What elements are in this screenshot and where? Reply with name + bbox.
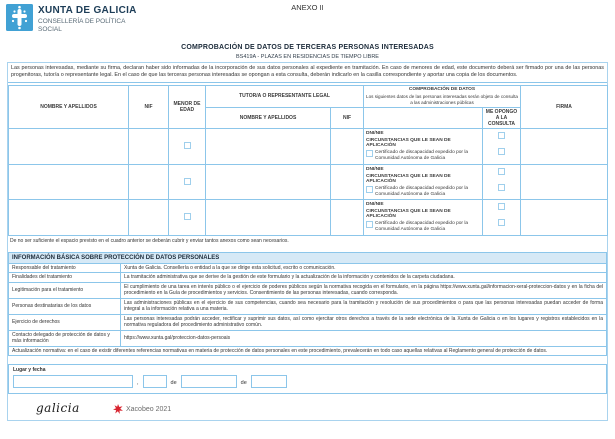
place-input[interactable] [13, 375, 133, 388]
de-separator: de [170, 380, 177, 387]
firma-field[interactable] [521, 200, 608, 236]
title-block [0, 44, 615, 60]
comprobacion-cell [364, 129, 483, 165]
firma-field[interactable] [521, 129, 608, 165]
protection-row-value: https://www.xunta.gal/proteccion-datos-persoais [121, 330, 607, 346]
dni-nie-label: DNI/NIE [366, 202, 384, 208]
de-separator: de [240, 380, 247, 387]
protection-row-label: Ejercicio de derechos [9, 314, 121, 330]
intro-paragraph: Las personas interesadas, mediante su firma, declaran haber sido informadas de la incorporación de sus datos personales al expediente en tramitación. En caso de menores de edad, este documento deberá ser firmado por una de las personas progenitoras, tutor/a o representante legal. En el caso de que las terceras personas interesadas se opongan a esta consulta, deberán indicarlo en la casilla correspondiente y aportar una copia de los documentos. [8, 63, 607, 83]
table-row [9, 346, 607, 356]
table-row [9, 298, 607, 314]
nif-field[interactable] [129, 200, 169, 236]
content-frame [7, 62, 608, 421]
col-header-nombre: NOMBRE Y APELLIDOS [9, 85, 129, 129]
protection-row-label: Personas destinatarias de los datos [9, 298, 121, 314]
col-header-nif: NIF [129, 85, 169, 129]
menor-edad-checkbox[interactable] [184, 142, 191, 149]
normative-update-note: Actualización normativa: en el caso de existir diferentes referencias normativas en materia de protección de datos personales en este procedimiento, prevalecerán en todo caso aquellas relativas al Reglamento general de protección de datos. [9, 346, 607, 356]
nif-field[interactable] [129, 164, 169, 200]
tutor-nif-field[interactable] [331, 129, 364, 165]
comma-separator: , [137, 380, 139, 387]
protection-row-label: Finalidades del tratamiento [9, 273, 121, 283]
comprobacion-cell [364, 164, 483, 200]
annex-label: ANEXO II [291, 3, 324, 12]
comprobacion-title: COMPROBACIÓN DE DATOS [408, 87, 476, 93]
data-protection-table [8, 263, 607, 357]
galicia-logo: galicia [36, 401, 80, 415]
xacobeo-block [113, 404, 171, 414]
page-footer [8, 398, 607, 420]
col-header-tutor-nombre: NOMBRE Y APELLIDOS [206, 107, 331, 129]
nombre-field[interactable] [9, 129, 129, 165]
table-row [9, 330, 607, 346]
comprobacion-subtitle: Los siguientes datos de las personas interesadas serán objeto de consulta a las administraciones públicas [366, 94, 518, 105]
place-date-label: Lugar y fecha [13, 367, 46, 374]
dni-nie-label: DNI/NIE [366, 131, 384, 137]
menor-edad-checkbox[interactable] [184, 178, 191, 185]
col-header-me-opongo: ME OPONGO A LA CONSULTA [483, 107, 521, 129]
opongo-certificado-checkbox[interactable] [498, 148, 505, 155]
month-input[interactable] [181, 375, 237, 388]
year-input[interactable] [251, 375, 287, 388]
table-row [9, 263, 607, 273]
comprobacion-cell [364, 200, 483, 236]
opongo-dni-checkbox[interactable] [498, 132, 505, 139]
certificado-checkbox[interactable] [366, 186, 373, 193]
data-protection-title: INFORMACIÓN BÁSICA SOBRE PROTECCIÓN DE DATOS PERSONALES [8, 252, 607, 263]
tutor-nombre-field[interactable] [206, 164, 331, 200]
tutor-nombre-field[interactable] [206, 200, 331, 236]
protection-row-label: Contacto delegado de protección de datos y más información [9, 330, 121, 346]
circunstancias-label: CIRCUNSTANCIAS QUE LE SEAN DE APLICACIÓN [366, 138, 451, 149]
interested-persons-table [8, 85, 608, 236]
col-header-comprobacion [364, 85, 521, 107]
col-header-menor-edad: MENOR DE EDAD [169, 85, 206, 129]
xacobeo-icon [113, 404, 123, 414]
protection-row-value: Las administraciones públicas en el ejercicio de sus competencias, cuando sea necesario para la tramitación y resolución de sus procedimientos o para que las personas interesadas puedan acceder de forma integral a la información relativa a una materia. [121, 298, 607, 314]
protection-row-label: Legitimación para el tratamiento [9, 282, 121, 298]
nombre-field[interactable] [9, 200, 129, 236]
col-header-tutor-nif: NIF [331, 107, 364, 129]
table-row [9, 282, 607, 298]
form-code-subtitle: BS419A - PLAZAS EN RESIDENCIAS DE TIEMPO LIBRE [236, 54, 379, 60]
table-row [9, 164, 608, 200]
opongo-certificado-checkbox[interactable] [498, 219, 505, 226]
certificado-label: Certificado de discapacidad expedido por la Comunidad Autónoma de Galicia [375, 150, 469, 162]
table-row [9, 200, 608, 236]
protection-row-value: Las personas interesadas podrán acceder, rectificar y suprimir sus datos, así como ejercitar otros derechos a través de la sede electrónica de la Xunta de Galicia o en los lugares y registros establecidos en la normativa reguladora del procedimiento administrativo común. [121, 314, 607, 330]
tutor-nif-field[interactable] [331, 164, 364, 200]
protection-row-value: La tramitación administrativa que se derive de la gestión de este formulario y la actualización de la información y contenidos de la carpeta ciudadana. [121, 273, 607, 283]
col-header-tutor: TUTOR/A O REPRESENTANTE LEGAL [206, 85, 364, 107]
col-header-firma: FIRMA [521, 85, 608, 129]
opongo-dni-checkbox[interactable] [498, 203, 505, 210]
circunstancias-label: CIRCUNSTANCIAS QUE LE SEAN DE APLICACIÓN [366, 209, 451, 220]
form-title: COMPROBACIÓN DE DATOS DE TERCERAS PERSONAS INTERESADAS [181, 44, 434, 51]
place-and-date-section [8, 364, 607, 394]
nombre-field[interactable] [9, 164, 129, 200]
table-row [9, 314, 607, 330]
dni-nie-label: DNI/NIE [366, 166, 384, 172]
comprobacion-spacer [364, 107, 483, 129]
protection-row-value: Xunta de Galicia. Consellería o entidad a la que se dirige esta solicitud, escrito o comunicación. [121, 263, 607, 273]
certificado-label: Certificado de discapacidad expedido por la Comunidad Autónoma de Galicia [375, 221, 469, 233]
opongo-certificado-checkbox[interactable] [498, 184, 505, 191]
nif-field[interactable] [129, 129, 169, 165]
certificado-label: Certificado de discapacidad expedido por la Comunidad Autónoma de Galicia [375, 185, 469, 197]
day-input[interactable] [143, 375, 167, 388]
certificado-checkbox[interactable] [366, 221, 373, 228]
firma-field[interactable] [521, 164, 608, 200]
xacobeo-label: Xacobeo 2021 [126, 405, 172, 413]
circunstancias-label: CIRCUNSTANCIAS QUE LE SEAN DE APLICACIÓN [366, 173, 451, 184]
annexes-note: De no ser suficiente el espacio previsto en el cuadro anterior se deberán cubrir y enviar tantos anexos como sean necesarios. [10, 237, 289, 244]
protection-row-label: Responsable del tratamiento [9, 263, 121, 273]
protection-row-value: El cumplimiento de una tarea en interés público o el ejercicio de poderes públicos según la normativa recogida en el formulario, en la página https://www.xunta.gal/informacion-xeral-proteccion-datos y en la ficha del procedimiento en la Guía de procedimientos y servicios. Consentimiento de las personas interesadas, cuando corresponda. [121, 282, 607, 298]
menor-edad-checkbox[interactable] [184, 213, 191, 220]
table-row [9, 273, 607, 283]
tutor-nombre-field[interactable] [206, 129, 331, 165]
org-name: XUNTA DE GALICIA [38, 5, 137, 16]
certificado-checkbox[interactable] [366, 150, 373, 157]
table-row [9, 129, 608, 165]
opongo-dni-checkbox[interactable] [498, 168, 505, 175]
org-department: CONSELLERÍA DE POLÍTICA SOCIAL [38, 18, 126, 34]
tutor-nif-field[interactable] [331, 200, 364, 236]
